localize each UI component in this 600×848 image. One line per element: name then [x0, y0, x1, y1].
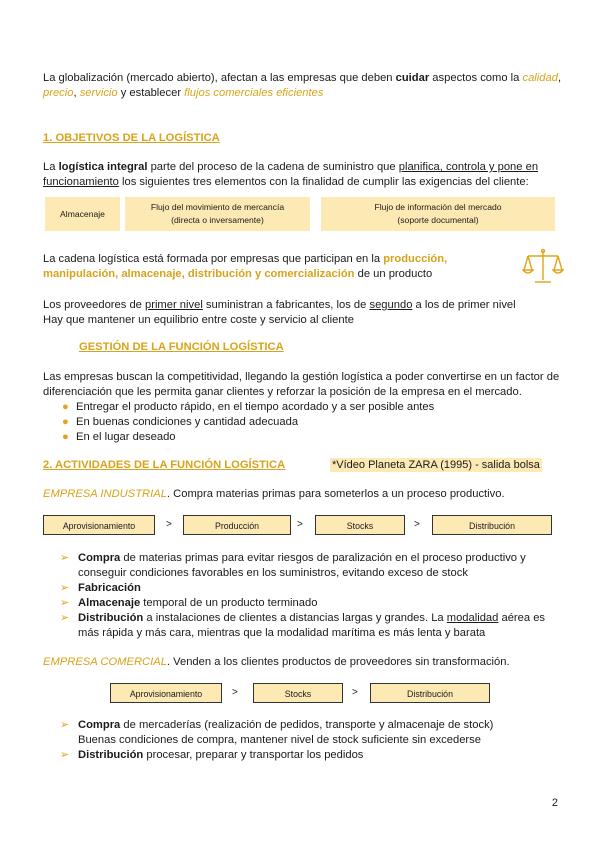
gestion-bullet-list [58, 400, 558, 445]
box-label: Flujo de información del mercado [374, 202, 502, 212]
box-sublabel: (soporte documental) [397, 215, 479, 225]
element-box-flujo-mercancia [125, 197, 310, 231]
prov-text: a los de primer nivel [412, 299, 516, 311]
item-text: conseguir condiciones favorables en los suministros, evitando exceso de stock [78, 567, 468, 579]
flow-box-stocks: Stocks [315, 515, 405, 535]
list-item [60, 611, 560, 641]
comercial-paragraph [43, 655, 563, 670]
list-item [60, 581, 560, 596]
arrow-bullet-icon: ➢ [60, 612, 70, 624]
item-bold: Compra [78, 552, 121, 564]
section1-heading: 1. OBJETIVOS DE LA LOGÍSTICA [43, 132, 220, 144]
list-item [58, 415, 558, 430]
industrial-list [60, 551, 560, 641]
page-number: 2 [551, 797, 558, 809]
gestion-text: diferenciación que les permita ganar clientes y reforzar la posición de la empresa en el mercado. [43, 386, 522, 398]
box-sublabel: (directa o inversamente) [171, 215, 264, 225]
balance-text: Hay que mantener un equilibrio entre coste y servicio al cliente [43, 314, 354, 326]
flow-arrow: > [352, 687, 358, 698]
flow-box-aprovisionamiento: Aprovisionamiento [110, 683, 222, 703]
comercial-text: . Venden a los clientes productos de proveedores sin transformación. [166, 656, 510, 668]
list-item [58, 400, 558, 415]
bullet-icon: ● [62, 416, 69, 428]
section2-heading: 2. ACTIVIDADES DE LA FUNCIÓN LOGÍSTICA [43, 459, 286, 471]
intro-paragraph [43, 71, 563, 101]
intro-comma: , [557, 72, 562, 84]
s1-bold: logística integral [58, 161, 148, 173]
bullet-icon: ● [62, 431, 69, 443]
flow-arrow: > [166, 519, 172, 530]
video-note: *Vídeo Planeta ZARA (1995) - salida bolsa [332, 459, 540, 471]
item-text: de materias primas para evitar riesgos de paralización en el proceso productivo y [120, 552, 526, 564]
flow-box-distribucion: Distribución [370, 683, 490, 703]
flow-arrow: > [297, 519, 303, 530]
chain-text: La cadena logística está formada por empresas que participan en la [43, 253, 384, 265]
flow-box-produccion: Producción [183, 515, 291, 535]
intro-flujos: flujos comerciales eficientes [184, 87, 324, 99]
flow-box-stocks: Stocks [253, 683, 343, 703]
box-label: Flujo del movimiento de mercancía [150, 202, 285, 212]
intro-text: y establecer [117, 87, 185, 99]
bullet-text: En buenas condiciones y cantidad adecuada [76, 416, 299, 428]
list-item [60, 596, 560, 611]
intro-calidad: calidad [522, 72, 558, 84]
item-underline: modalidad [446, 612, 499, 624]
item-bold: Distribución [78, 749, 144, 761]
cadena-paragraph [43, 252, 503, 282]
gestion-text: Las empresas buscan la competitividad, llegando la gestión logística a poder convertirse en un factor de [43, 371, 560, 383]
s1-text: La [43, 161, 59, 173]
list-item [58, 430, 558, 445]
flow-arrow: > [232, 687, 238, 698]
bullet-text: Entregar el producto rápido, en el tiempo acordado y a ser posible antes [76, 401, 435, 413]
prov-text: Los proveedores de [43, 299, 145, 311]
intro-text: aspectos como la [429, 72, 523, 84]
chain-text: de un producto [354, 268, 433, 280]
intro-servicio: servicio [79, 87, 118, 99]
proveedores-paragraph [43, 298, 563, 328]
item-text: temporal de un producto terminado [140, 597, 318, 609]
prov-underline: primer nivel [145, 299, 203, 311]
section1-paragraph [43, 160, 563, 190]
arrow-bullet-icon: ➢ [60, 749, 70, 761]
gestion-paragraph [43, 370, 568, 400]
industrial-text: . Compra materias primas para someterlos a un proceso productivo. [166, 488, 505, 500]
box-label: Almacenaje [60, 208, 105, 219]
list-item [60, 551, 560, 581]
chain-highlight: producción, [383, 253, 448, 265]
intro-precio: precio [43, 87, 74, 99]
chain-highlight: manipulación, almacenaje, distribución y comercialización [43, 268, 355, 280]
industrial-paragraph [43, 487, 563, 502]
prov-text: suministran a fabricantes, los de [202, 299, 370, 311]
intro-text: La globalización (mercado abierto), afectan a las empresas que deben [43, 72, 396, 84]
item-text: procesar, preparar y transportar los pedidos [143, 749, 364, 761]
arrow-bullet-icon: ➢ [60, 719, 70, 731]
item-bold: Compra [78, 719, 121, 731]
comercial-label: EMPRESA COMERCIAL [43, 656, 167, 668]
list-item [60, 748, 560, 763]
item-bold: Fabricación [78, 582, 141, 594]
gestion-heading: GESTIÓN DE LA FUNCIÓN LOGÍSTICA [79, 341, 284, 353]
item-text: más rápida y más cara, mientras que la modalidad marítima es más lenta y barata [78, 627, 486, 639]
flow-box-aprovisionamiento: Aprovisionamiento [43, 515, 155, 535]
flow-arrow: > [414, 519, 420, 530]
industrial-label: EMPRESA INDUSTRIAL [43, 488, 167, 500]
bullet-text: En el lugar deseado [76, 431, 176, 443]
scale-icon [522, 248, 564, 286]
item-text: de mercaderías (realización de pedidos, transporte y almacenaje de stock) [120, 719, 494, 731]
prov-underline: segundo [369, 299, 413, 311]
flow-box-distribucion: Distribución [432, 515, 552, 535]
item-text: a instalaciones de clientes a distancias largas y grandes. La [143, 612, 447, 624]
s1-text: los siguientes tres elementos con la finalidad de cumplir las exigencias del cliente: [118, 176, 529, 188]
item-bold: Distribución [78, 612, 144, 624]
list-item [60, 718, 560, 748]
s1-underline: funcionamiento [43, 176, 119, 188]
s1-text: parte del proceso de la cadena de suministro que [147, 161, 399, 173]
item-bold: Almacenaje [78, 597, 141, 609]
intro-sep: , [73, 87, 80, 99]
element-box-flujo-informacion [321, 197, 555, 231]
comercial-list [60, 718, 560, 763]
intro-cuidar: cuidar [395, 72, 430, 84]
arrow-bullet-icon: ➢ [60, 552, 70, 564]
item-text: Buenas condiciones de compra, mantener nivel de stock suficiente sin excederse [78, 734, 481, 746]
arrow-bullet-icon: ➢ [60, 597, 70, 609]
element-box-almacenaje [45, 197, 120, 231]
bullet-icon: ● [62, 401, 69, 413]
s1-underline: planifica, controla y pone en [398, 161, 539, 173]
item-text: aérea es [498, 612, 546, 624]
arrow-bullet-icon: ➢ [60, 582, 70, 594]
